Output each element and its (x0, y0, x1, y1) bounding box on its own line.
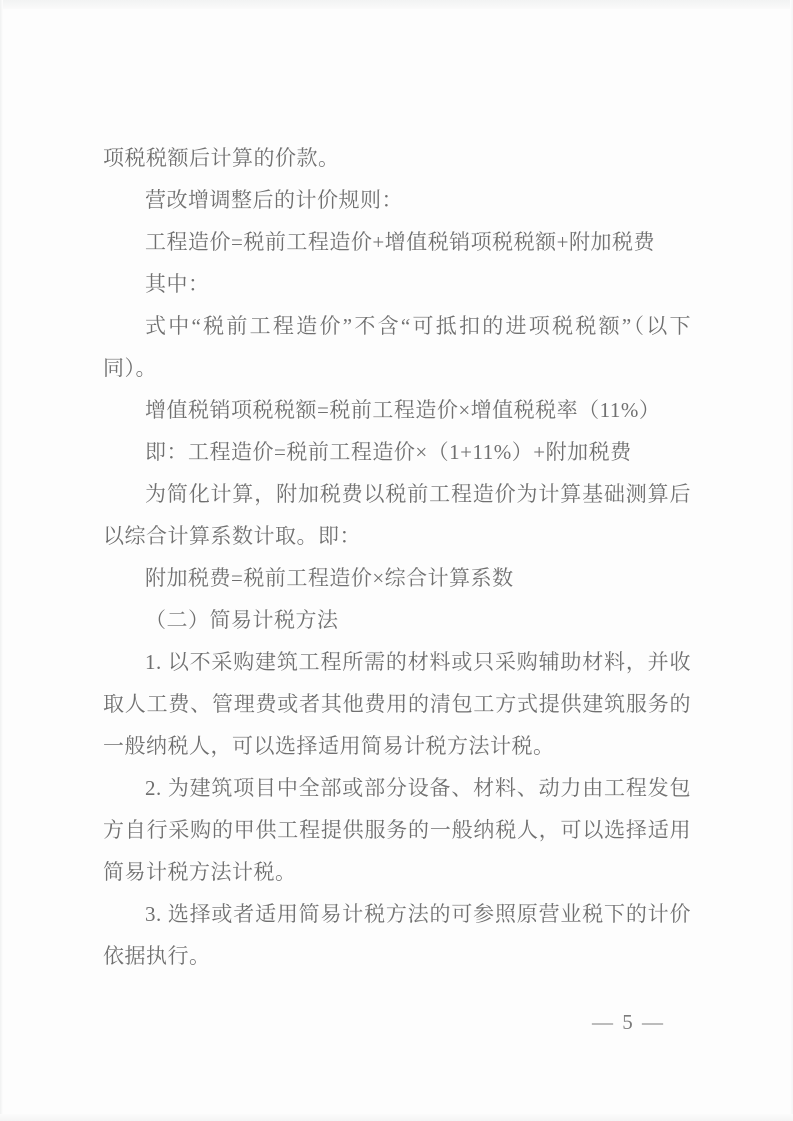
page-edge-left (0, 0, 3, 1121)
paragraph: （二）简易计税方法 (145, 608, 339, 632)
paragraph: 1. 以不采购建筑工程所需的材料或只采购辅助材料，并收取人工费、管理费或者其他费用的清包工方式提供建筑服务的一般纳税人，可以选择适用简易计税方法计税。 (103, 650, 691, 758)
paragraph: 2. 为建筑项目中全部或部分设备、材料、动力由工程发包方自行采购的甲供工程提供服务的一般纳税人，可以选择适用简易计税方法计税。 (103, 776, 691, 884)
paragraph: 项税税额后计算的价款。 (103, 146, 340, 170)
page-edge-top (0, 0, 793, 9)
document-body (103, 137, 691, 977)
page-edge-bottom (0, 1114, 793, 1121)
paragraph: 3. 选择或者适用简易计税方法的可参照原营业税下的计价依据执行。 (103, 902, 691, 968)
paragraph: 式中“税前工程造价”不含“可抵扣的进项税税额”（以下同）。 (103, 314, 691, 380)
page-number: — 5 — (592, 1010, 665, 1034)
paragraph: 工程造价=税前工程造价+增值税销项税税额+附加税费 (145, 230, 656, 254)
paragraph: 其中： (145, 272, 210, 296)
paragraph: 附加税费=税前工程造价×综合计算系数 (145, 566, 514, 590)
paragraph: 增值税销项税税额=税前工程造价×增值税税率（11%） (145, 398, 661, 422)
paragraph: 为简化计算，附加税费以税前工程造价为计算基础测算后以综合计算系数计取。即： (103, 482, 691, 548)
paragraph: 即：工程造价=税前工程造价×（1+11%）+附加税费 (145, 440, 632, 464)
paragraph: 营改增调整后的计价规则： (145, 188, 403, 212)
